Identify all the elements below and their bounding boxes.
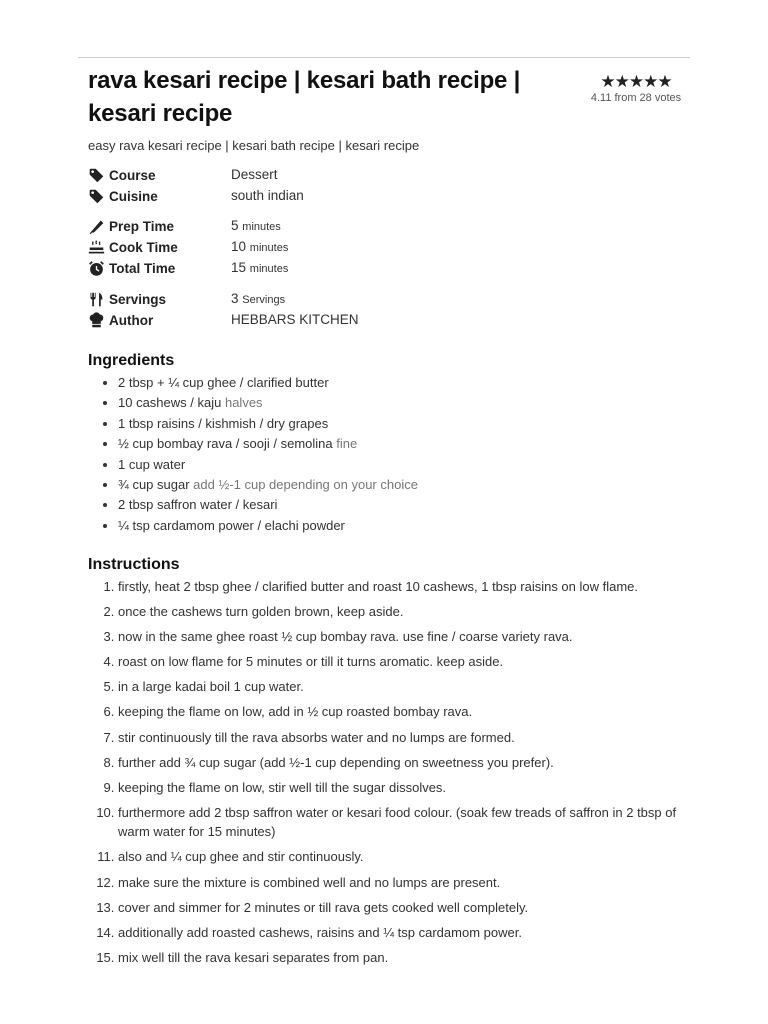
ingredient-note: halves bbox=[224, 395, 263, 411]
instruction-step: 2. once the cashews turn golden brown, keep aside. bbox=[118, 602, 708, 622]
instruction-step: 12. make sure the mixture is combined well and no lumps are present. bbox=[118, 873, 708, 893]
instruction-step: 6. keeping the flame on low, add in ½ cup roasted bombay rava. bbox=[118, 702, 708, 722]
ingredient-text: ¼ tsp cardamom power / elachi powder bbox=[118, 517, 345, 533]
tag-icon bbox=[88, 167, 105, 184]
ingredients-heading: Ingredients bbox=[88, 352, 175, 369]
star-icon[interactable]: ★ bbox=[614, 72, 629, 91]
recipe-summary: easy rava kesari recipe | kesari bath recipe | kesari recipe bbox=[88, 138, 420, 153]
rating-stars[interactable] bbox=[582, 72, 690, 91]
prep-time-label: Prep Time bbox=[109, 219, 175, 234]
instruction-step: 15. mix well till the rava kesari separates from pan. bbox=[118, 948, 708, 968]
star-icon[interactable]: ★ bbox=[628, 72, 644, 91]
ingredient-text: ½ cup bombay rava / sooji / semolina bbox=[118, 436, 333, 452]
clock-icon bbox=[88, 260, 105, 277]
meta-course bbox=[88, 167, 488, 188]
cook-time-unit: minutes bbox=[249, 242, 289, 254]
meta-prep-time bbox=[88, 218, 488, 239]
cook-time-label: Cook Time bbox=[109, 240, 178, 255]
ingredients-list bbox=[88, 373, 418, 536]
author-label: Author bbox=[109, 313, 154, 328]
ingredient-text: 1 cup water bbox=[118, 456, 186, 472]
recipe-rating[interactable] bbox=[582, 72, 690, 104]
total-time-value: 15 bbox=[231, 260, 247, 275]
servings-label: Servings bbox=[109, 292, 167, 307]
course-value: Dessert bbox=[231, 167, 278, 182]
instruction-step: 8. further add ¾ cup sugar (add ½-1 cup depending on sweetness you prefer). bbox=[118, 753, 708, 773]
total-time-unit: minutes bbox=[249, 263, 289, 275]
pot-steam-icon bbox=[88, 239, 105, 256]
ingredient-item bbox=[118, 475, 418, 495]
meta-servings bbox=[88, 291, 488, 312]
ingredient-item bbox=[118, 455, 418, 475]
instruction-step: 11. also and ¼ cup ghee and stir continuously. bbox=[118, 847, 708, 867]
instruction-step: 10. furthermore add 2 tbsp saffron water or kesari food colour. (soak few treads of saffron in 2 tbsp of warm water for 15 minutes) bbox=[118, 803, 708, 842]
meta-total-time bbox=[88, 260, 488, 281]
cuisine-value: south indian bbox=[231, 188, 304, 203]
ingredient-item bbox=[118, 373, 418, 393]
star-icon[interactable]: ★ bbox=[657, 72, 672, 91]
meta-group-times bbox=[88, 218, 488, 281]
star-icon[interactable]: ★ bbox=[600, 72, 615, 91]
servings-value: 3 bbox=[231, 291, 239, 306]
meta-group-category bbox=[88, 167, 488, 209]
chef-hat-icon bbox=[88, 312, 105, 329]
meta-group-servings bbox=[88, 291, 488, 333]
meta-author bbox=[88, 312, 488, 333]
ingredient-item bbox=[118, 414, 418, 434]
instruction-step: 7. stir continuously till the rava absorbs water and no lumps are formed. bbox=[118, 728, 708, 748]
ingredient-text: 2 tbsp + ¼ cup ghee / clarified butter bbox=[118, 375, 329, 390]
ingredient-item bbox=[118, 495, 418, 515]
instruction-step: 4. roast on low flame for 5 minutes or till it turns aromatic. keep aside. bbox=[118, 652, 708, 672]
course-label: Course bbox=[109, 168, 156, 183]
ingredient-text: 10 cashews / kaju bbox=[118, 395, 222, 411]
top-divider bbox=[78, 57, 690, 58]
rating-votes: 4.11 from 28 votes bbox=[590, 92, 682, 104]
ingredient-text: ¾ cup sugar bbox=[118, 477, 190, 493]
star-icon[interactable]: ★ bbox=[643, 72, 658, 91]
ingredient-text: 2 tbsp saffron water / kesari bbox=[118, 497, 278, 513]
ingredient-item bbox=[118, 516, 418, 536]
meta-cook-time bbox=[88, 239, 488, 260]
cook-time-value: 10 bbox=[231, 239, 247, 254]
total-time-label: Total Time bbox=[109, 261, 176, 276]
author-value: HEBBARS KITCHEN bbox=[231, 312, 359, 327]
instruction-step: 5. in a large kadai boil 1 cup water. bbox=[118, 677, 708, 697]
instruction-step: 1. firstly, heat 2 tbsp ghee / clarified butter and roast 10 cashews, 1 tbsp raisins on low flame. bbox=[118, 577, 708, 597]
servings-unit: Servings bbox=[242, 294, 286, 306]
ingredient-item bbox=[118, 434, 418, 454]
instructions-heading: Instructions bbox=[88, 556, 180, 573]
recipe-title: rava kesari recipe | kesari bath recipe | kesari recipe bbox=[88, 67, 521, 127]
fork-knife-icon bbox=[88, 291, 105, 308]
knife-icon bbox=[88, 218, 105, 235]
instruction-step: 3. now in the same ghee roast ½ cup bombay rava. use fine / coarse variety rava. bbox=[118, 627, 708, 647]
ingredient-text: 1 tbsp raisins / kishmish / dry grapes bbox=[118, 415, 329, 431]
tag-icon bbox=[88, 188, 105, 205]
prep-time-unit: minutes bbox=[242, 221, 281, 233]
ingredient-note: add ½-1 cup depending on your choice bbox=[193, 477, 418, 493]
ingredient-note: fine bbox=[336, 436, 358, 452]
ingredient-item bbox=[118, 393, 418, 413]
instruction-step: 9. keeping the flame on low, stir well till the sugar dissolves. bbox=[118, 778, 708, 798]
prep-time-value: 5 bbox=[231, 218, 239, 233]
instruction-step: 14. additionally add roasted cashews, raisins and ¼ tsp cardamom power. bbox=[118, 923, 708, 943]
instruction-step: 13. cover and simmer for 2 minutes or till rava gets cooked well completely. bbox=[118, 898, 708, 918]
cuisine-label: Cuisine bbox=[109, 189, 158, 204]
instructions-list bbox=[88, 577, 708, 973]
meta-cuisine bbox=[88, 188, 488, 209]
